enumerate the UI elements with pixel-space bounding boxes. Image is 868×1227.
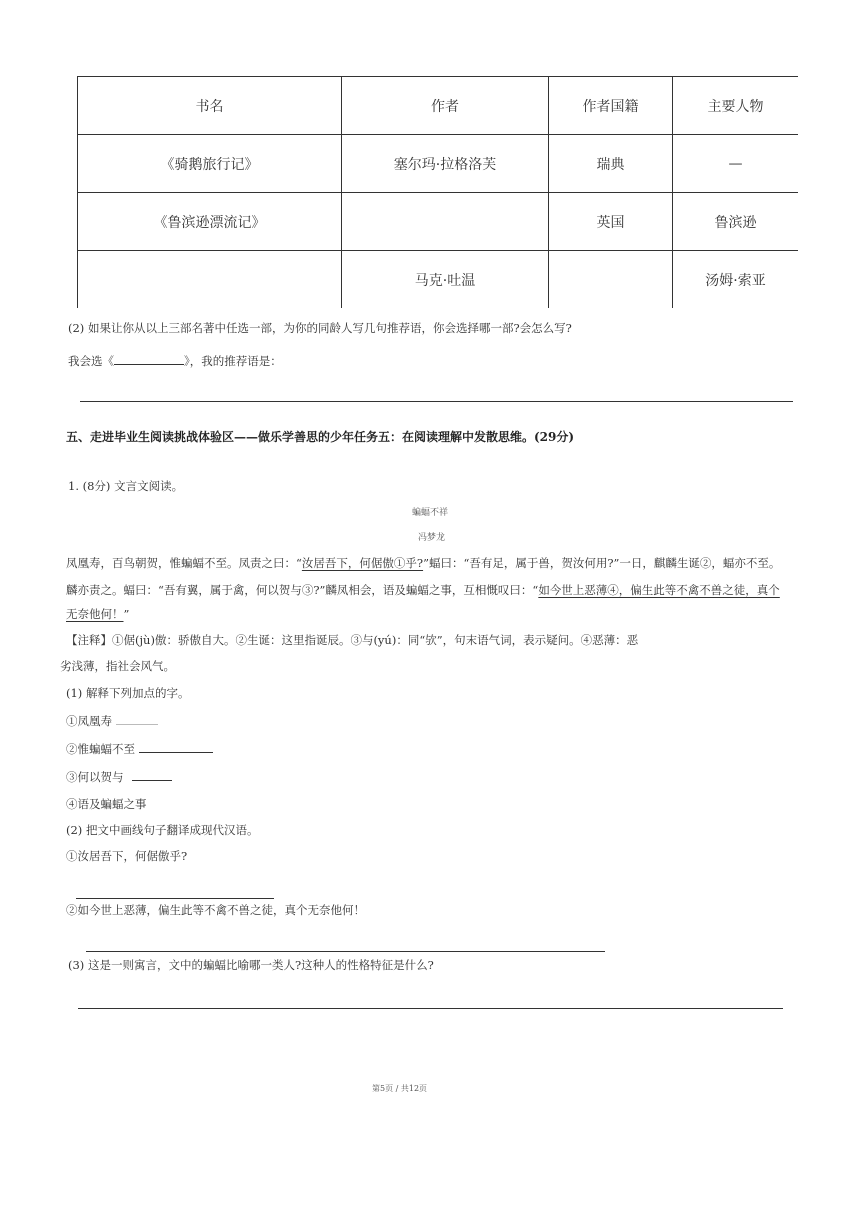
answer-line[interactable] [78,1008,783,1009]
table-cell[interactable] [549,251,673,309]
answer-line[interactable] [80,401,793,402]
sub1-prompt: (1) 解释下列加点的字。 [66,686,190,700]
table-cell: 马克·吐温 [342,251,549,309]
passage-line-3 [66,606,129,622]
header-book-title: 书名 [78,77,342,135]
notes-line-2: 劣浅薄，指社会风气。 [60,659,175,673]
table-cell[interactable] [342,193,549,251]
sub2-item-1: ①汝居吾下，何倨傲乎? [66,849,188,863]
sub2-item-2: ②如今世上恶薄，偏生此等不禽不兽之徒，真个无奈他何！ [66,903,365,917]
sub1-item [66,796,147,812]
header-author: 作者 [342,77,549,135]
table-cell: — [673,135,799,193]
page-number: 第5页 / 共12页 [372,1084,428,1093]
sub2-prompt: (2) 把文中画线句子翻译成现代汉语。 [66,823,259,837]
sub1-item-label: ③何以贺与 [66,770,124,784]
book-table [77,76,798,308]
sub1-item-label: ①凤凰寿 [66,714,112,728]
table-cell: 《骑鹅旅行记》 [78,135,342,193]
sub1-item [66,768,172,785]
answer-line[interactable] [86,951,605,952]
header-nationality: 作者国籍 [549,77,673,135]
q1-label: 1. (8分) 文言文阅读。 [68,479,184,493]
sub1-item [66,712,158,729]
sub1-item-label: ②惟蝙蝠不至 [66,742,135,756]
passage-line-1 [66,555,780,571]
passage-line-2 [66,582,780,598]
notes-line-1: 【注释】①倨(jù)傲：骄傲自大。②生诞：这里指诞辰。③与(yú)：同“欤”，句末语气词，表示疑问。④恶薄：恶 [66,633,639,647]
table-header-row [78,77,799,135]
q2-answer-line [68,352,282,369]
sub1-item [66,740,213,757]
passage-text: ” [123,607,130,621]
underlined-sentence-1: 汝居吾下，何倨傲①乎? [301,556,424,570]
sub3-prompt: (3) 这是一则寓言，文中的蝙蝠比喻哪一类人?这种人的性格特征是什么? [68,958,434,972]
table-cell: 鲁滨逊 [673,193,799,251]
passage-text: 麟亦责之。蝠曰：“吾有翼，属于禽，何以贺与③?”麟凤相会，语及蝙蝠之事，互相慨叹曰：“ [66,583,539,597]
book-choice-blank[interactable] [114,352,184,365]
table-row [78,251,799,309]
sub1-item-label: ④语及蝙蝠之事 [66,797,147,811]
q2-answer-suffix: 》，我的推荐语是： [184,354,282,368]
header-main-character: 主要人物 [673,77,799,135]
q2-prompt: (2) 如果让你从以上三部名著中任选一部，为你的同龄人写几句推荐语，你会选择哪一部?会怎么写? [68,321,572,335]
answer-blank[interactable] [139,740,213,753]
q2-answer-prefix: 我会选《 [68,354,114,368]
passage-author: 冯梦龙 [418,533,446,543]
underlined-sentence-2: 如今世上恶薄④，偏生此等不禽不兽之徒，真个 [538,583,780,597]
table-cell: 《鲁滨逊漂流记》 [78,193,342,251]
section-heading: 五、走进毕业生阅读挑战体验区——做乐学善思的少年任务五：在阅读理解中发散思维。(29分) [66,430,575,444]
underlined-sentence-2-end: 无奈他何！ [66,607,124,621]
table-cell: 塞尔玛·拉格洛芙 [342,135,549,193]
table-cell: 汤姆·索亚 [673,251,799,309]
answer-blank[interactable] [116,712,158,725]
answer-line[interactable] [76,898,274,899]
answer-blank[interactable] [132,768,172,781]
table-row [78,135,799,193]
table-row [78,193,799,251]
passage-title: 蝙蝠不祥 [412,508,449,518]
table-cell: 英国 [549,193,673,251]
table-cell[interactable] [78,251,342,309]
passage-text: ”蝠曰：“吾有足，属于兽，贺汝何用?”一日，麒麟生诞②，蝠亦不至。 [423,556,781,570]
passage-text: 凤凰寿，百鸟朝贺，惟蝙蝠不至。凤责之曰：“ [66,556,302,570]
table-cell: 瑞典 [549,135,673,193]
